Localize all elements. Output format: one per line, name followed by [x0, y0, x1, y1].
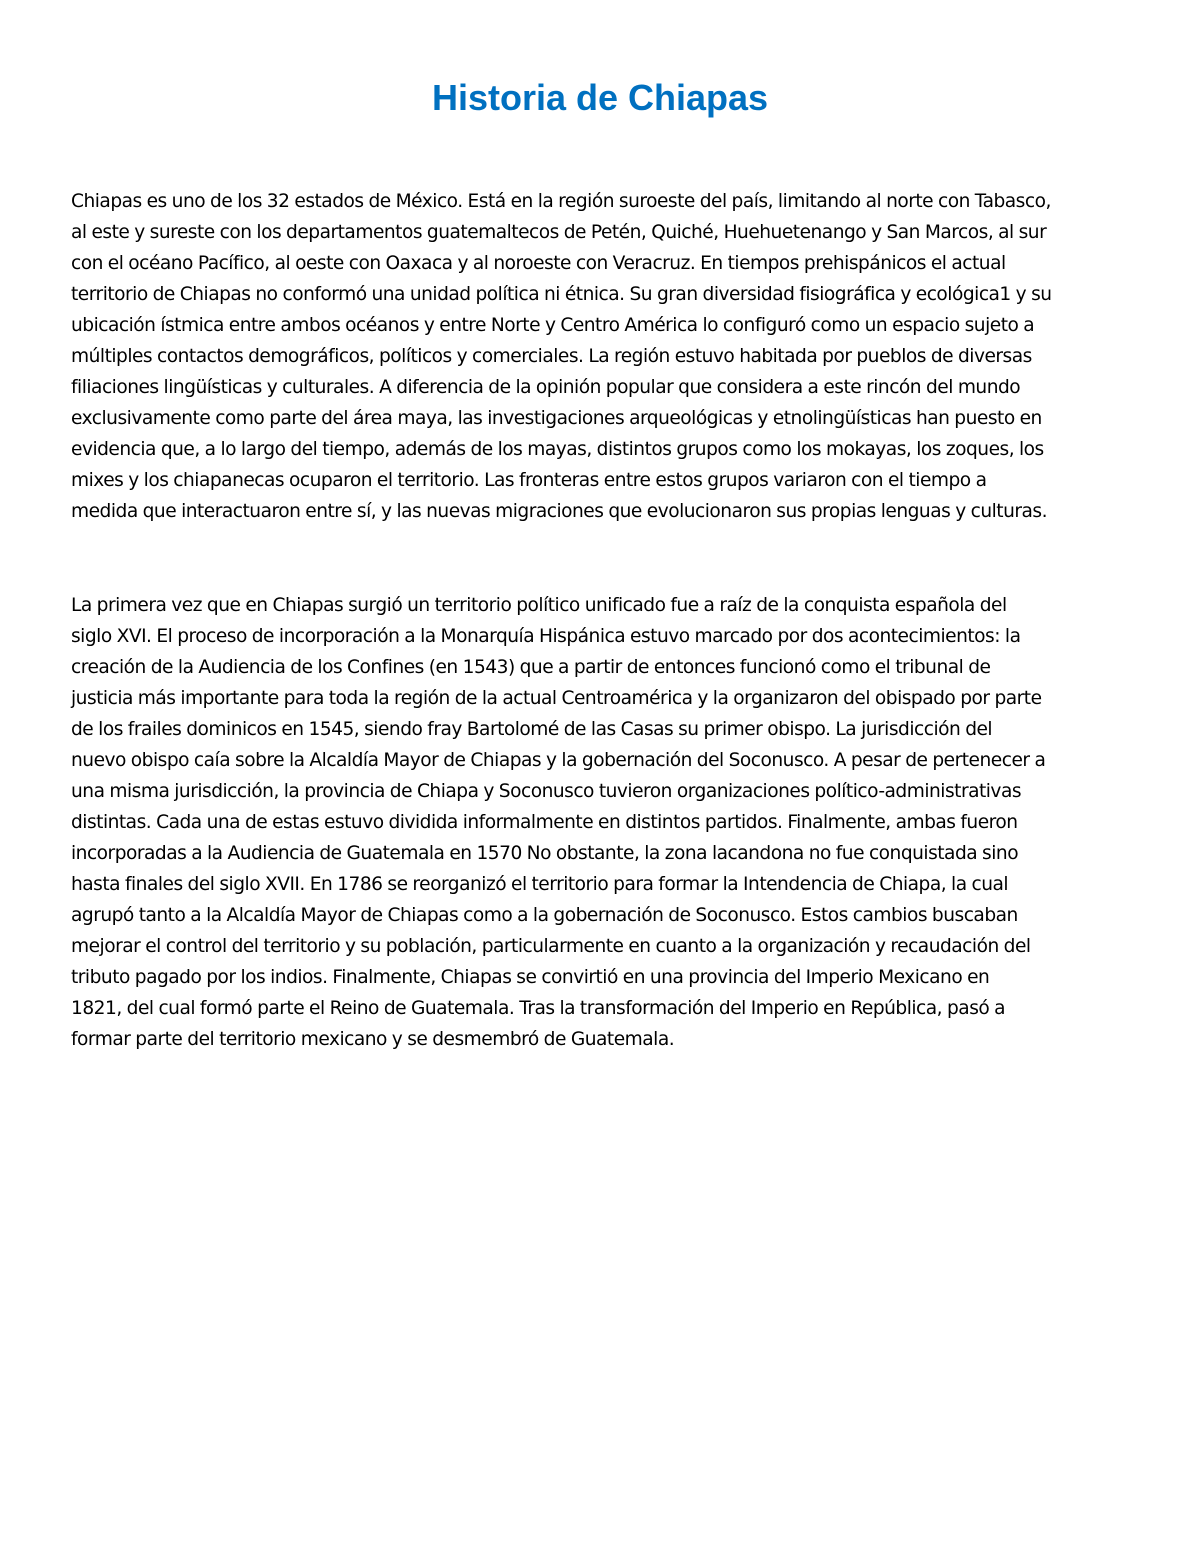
paragraph-1: Chiapas es uno de los 32 estados de México. Está en la región suroeste del país, limitando al norte con Tabasco, al este y sureste con los departamentos guatemaltecos de Petén, Quiché, Huehuetenango y San Marcos, al sur con el océano Pacífico, al oeste con Oaxaca y al noroeste con Veracruz. En tiempos prehispánicos el actual territorio de Chiapas no conformó una unidad política ni étnica. Su gran diversidad fisiográfica y ecológica1 y su ubicación ístmica entre ambos océanos y entre Norte y Centro América lo configuró como un espacio sujeto a múltiples contactos demográficos, políticos y comerciales. La región estuvo habitada por pueblos de diversas filiaciones lingüísticas y culturales. A diferencia de la opinión popular que considera a este rincón del mundo exclusivamente como parte del área maya, las investigaciones arqueológicas y etnolingüísticas han puesto en evidencia que, a lo largo del tiempo, además de los mayas, distintos grupos como los mokayas, los zoques, los mixes y los chiapanecas ocuparon el territorio. Las fronteras entre estos grupos variaron con el tiempo a medida que interactuaron entre sí, y las nuevas migraciones que evolucionaron sus propias lenguas y culturas.	[71, 191, 1052, 522]
document-title: Historia de Chiapas	[431, 77, 769, 118]
paragraph-2: La primera vez que en Chiapas surgió un territorio político unificado fue a raíz de la conquista española del siglo XVI. El proceso de incorporación a la Monarquía Hispánica estuvo marcado por dos acontecimientos: la creación de la Audiencia de los Confines (en 1543) que a partir de entonces funcionó como el tribunal de justicia más importante para toda la región de la actual Centroamérica y la organizaron del obispado por parte de los frailes dominicos en 1545, siendo fray Bartolomé de las Casas su primer obispo. La jurisdicción del nuevo obispo caía sobre la Alcaldía Mayor de Chiapas y la gobernación del Soconusco. A pesar de pertenecer a una misma jurisdicción, la provincia de Chiapa y Soconusco tuvieron organizaciones político-administrativas distintas. Cada una de estas estuvo dividida informalmente en distintos partidos. Finalmente, ambas fueron incorporadas a la Audiencia de Guatemala en 1570 No obstante, la zona lacandona no fue conquistada sino hasta finales del siglo XVII. En 1786 se reorganizó el territorio para formar la Intendencia de Chiapa, la cual agrupó tanto a la Alcaldía Mayor de Chiapas como a la gobernación de Soconusco. Estos cambios buscaban mejorar el control del territorio y su población, particularmente en cuanto a la organización y recaudación del tributo pagado por los indios. Finalmente, Chiapas se convirtió en una provincia del Imperio Mexicano en 1821, del cual formó parte el Reino de Guatemala. Tras la transformación del Imperio en República, pasó a formar parte del territorio mexicano y se desmembró de Guatemala.	[71, 595, 1046, 1050]
